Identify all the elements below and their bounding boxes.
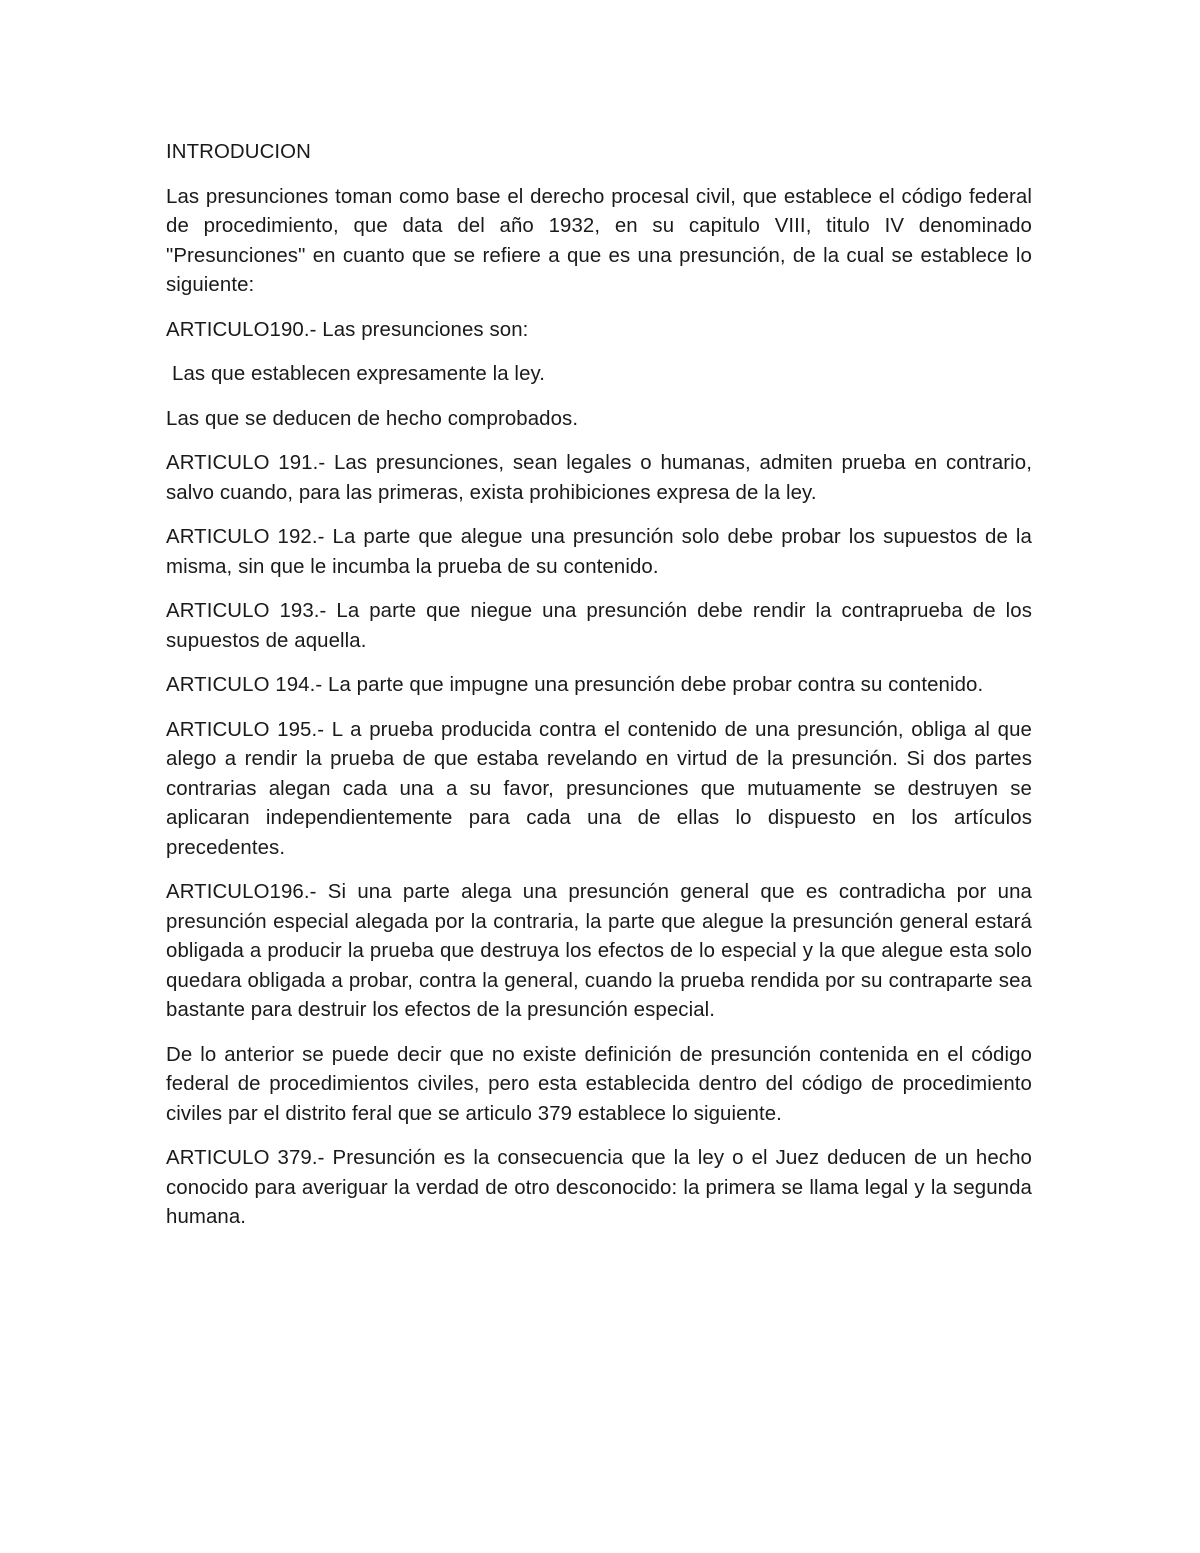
intro-paragraph: Las presunciones toman como base el derecho procesal civil, que establece el código federal de procedimiento, que data del año 1932, en su capitulo VIII, titulo IV denominado "Presunciones" en cuanto que se refiere a que es una presunción, de la cual se establece lo siguiente: bbox=[166, 185, 1032, 296]
article-196-paragraph: ARTICULO196.- Si una parte alega una presunción general que es contradicha por una presunción especial alegada por la contraria, la parte que alegue la presunción general estará obligada a producir la prueba que destruya los efectos de lo especial y la que alegue esta solo quedara obligada a probar, contra la general, cuando la prueba rendida por su contraparte sea bastante para destruir los efectos de la presunción especial. bbox=[166, 881, 1032, 1021]
article-195-paragraph: ARTICULO 195.- L a prueba producida contra el contenido de una presunción, obliga al que alego a rendir la prueba de que estaba revelando en virtud de la presunción. Si dos partes contrarias alegan cada una a su favor, presunciones que mutuamente se destruyen se aplicaran independientemente para cada una de ellas lo dispuesto en los artículos precedentes. bbox=[166, 718, 1032, 859]
article-194-paragraph: ARTICULO 194.- La parte que impugne una presunción debe probar contra su contenido. bbox=[166, 674, 984, 696]
article-193-paragraph: ARTICULO 193.- La parte que niegue una presunción debe rendir la contraprueba de los supuestos de aquella. bbox=[166, 600, 1032, 652]
article-190-heading: ARTICULO190.- Las presunciones son: bbox=[166, 318, 529, 341]
article-190-item-2: Las que se deducen de hecho comprobados. bbox=[166, 407, 579, 430]
document-title: INTRODUCION bbox=[166, 141, 311, 163]
article-192-paragraph: ARTICULO 192.- La parte que alegue una presunción solo debe probar los supuestos de la misma, sin que le incumba la prueba de su contenido. bbox=[166, 526, 1032, 578]
conclusion-paragraph: De lo anterior se puede decir que no existe definición de presunción contenida en el código federal de procedimientos civiles, pero esta establecida dentro del código de procedimiento civiles par el distrito feral que se articulo 379 establece lo siguiente. bbox=[166, 1043, 1032, 1125]
article-190-item-1: Las que establecen expresamente la ley. bbox=[172, 363, 546, 385]
article-379-paragraph: ARTICULO 379.- Presunción es la consecuencia que la ley o el Juez deducen de un hecho conocido para averiguar la verdad de otro desconocido: la primera se llama legal y la segunda humana. bbox=[166, 1147, 1032, 1228]
document-body bbox=[166, 138, 1032, 1248]
article-191-paragraph: ARTICULO 191.- Las presunciones, sean legales o humanas, admiten prueba en contrario, salvo cuando, para las primeras, exista prohibiciones expresa de la ley. bbox=[166, 452, 1032, 504]
